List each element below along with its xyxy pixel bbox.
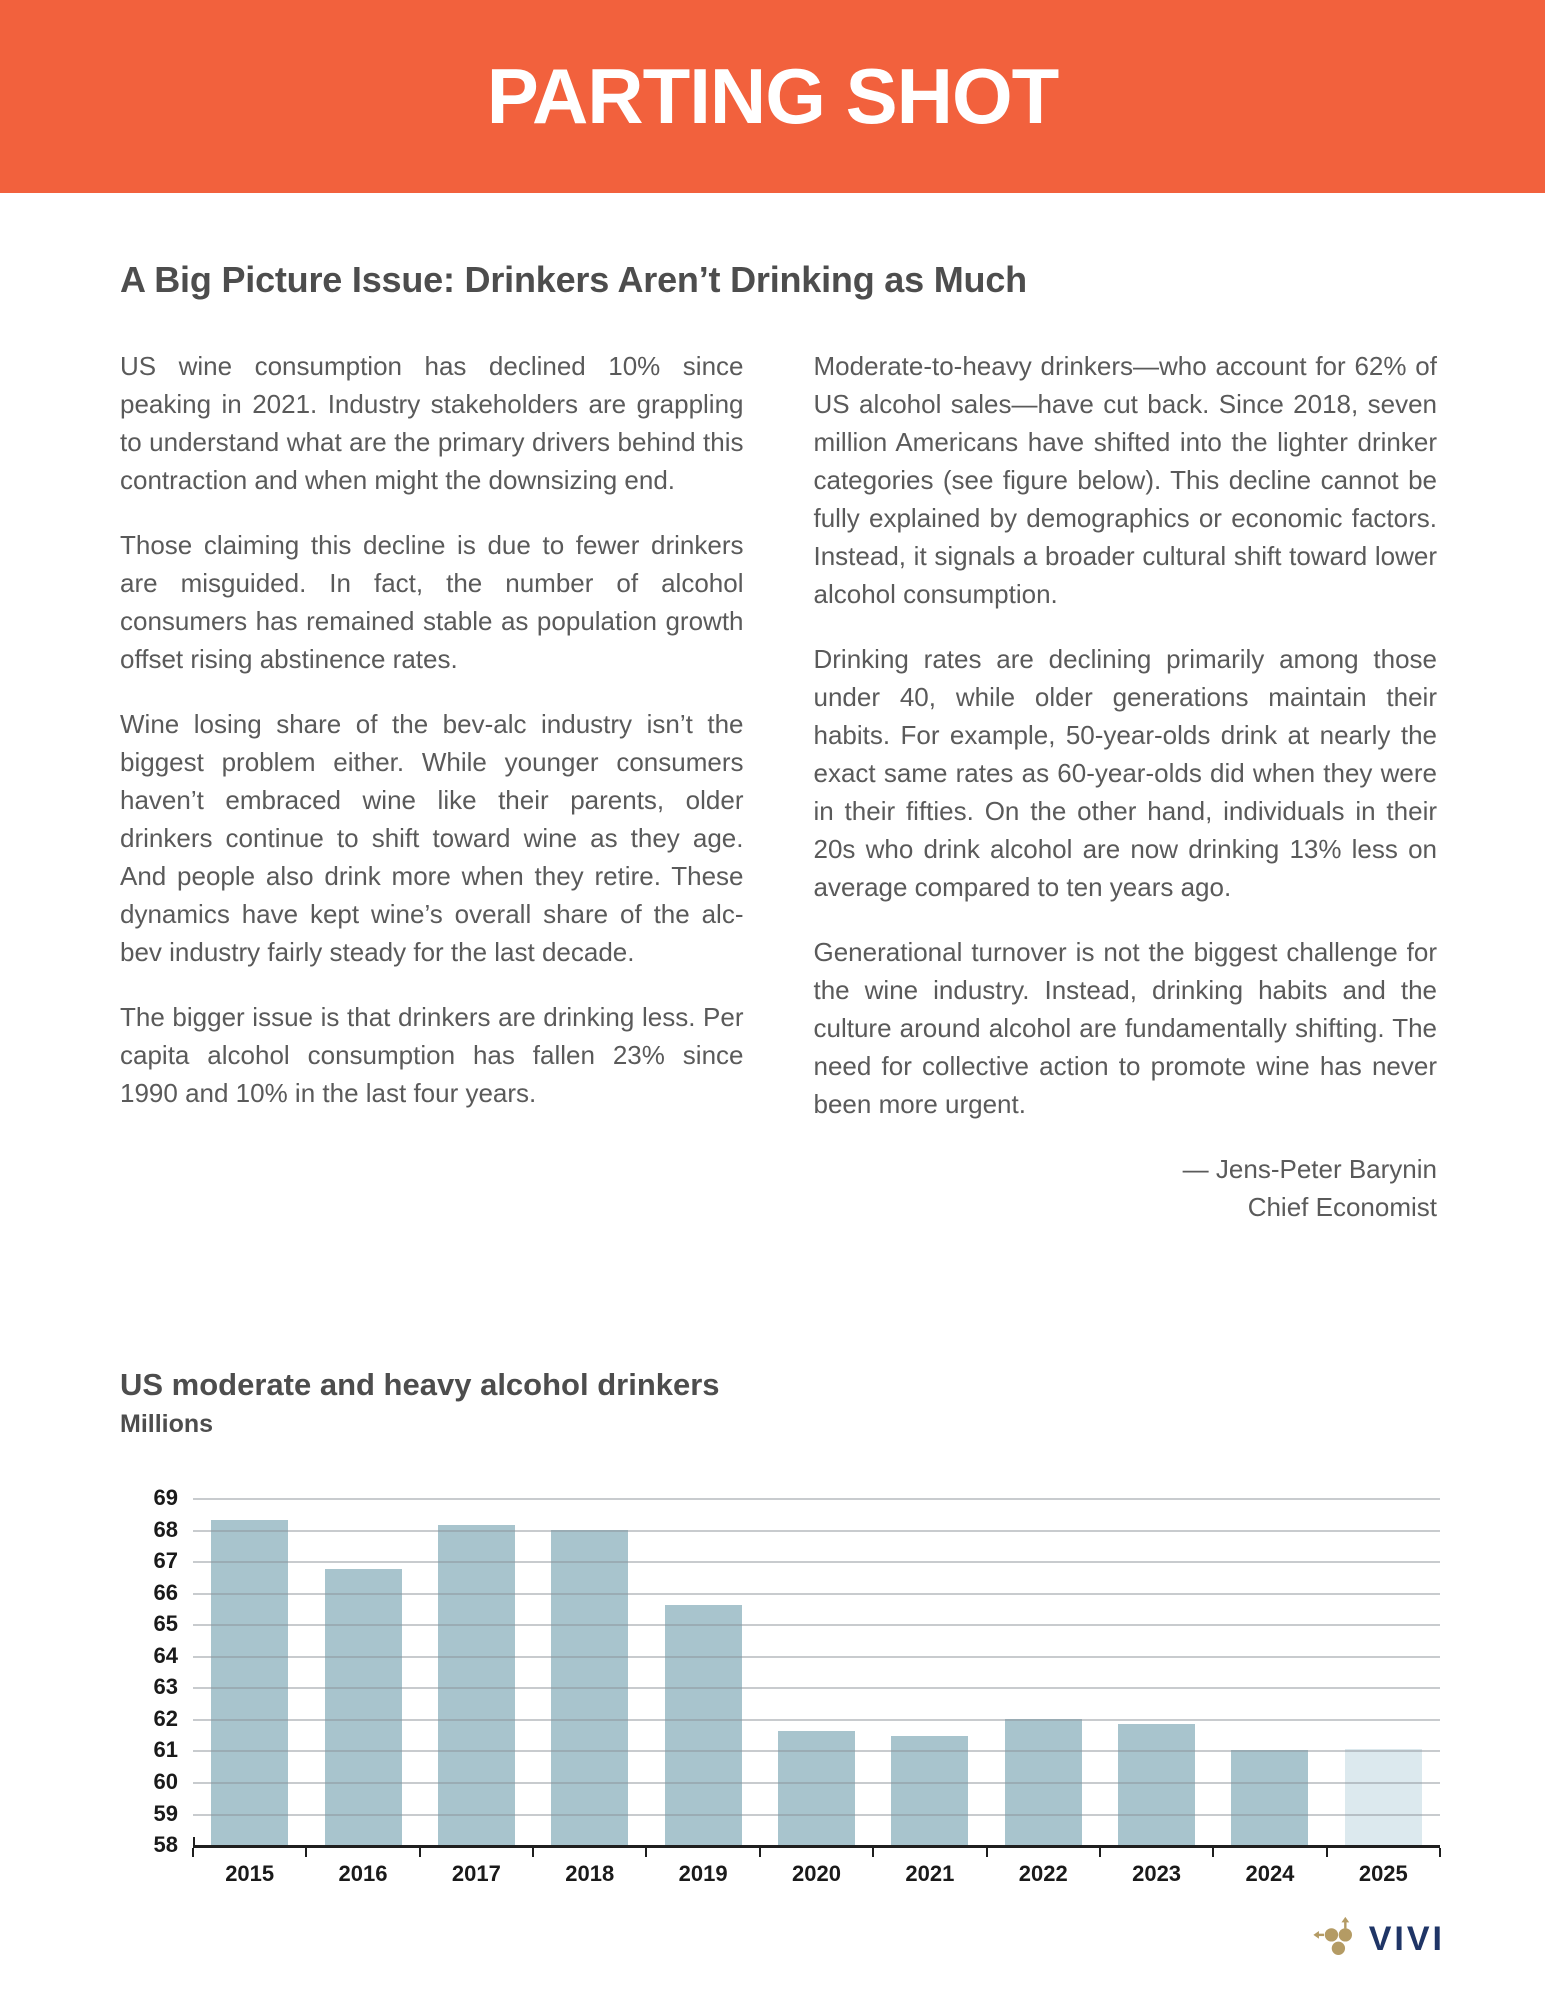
article-heading: A Big Picture Issue: Drinkers Aren’t Drinking as Much xyxy=(120,259,1027,300)
x-axis-tick xyxy=(986,1848,988,1857)
right-column xyxy=(814,347,1438,1226)
x-axis-label-2022: 2022 xyxy=(1018,1861,1068,1886)
y-axis-label-61: 61 xyxy=(153,1737,178,1763)
y-axis-label-63: 63 xyxy=(153,1674,178,1700)
y-axis-label-67: 67 xyxy=(153,1548,178,1574)
paragraph: The bigger issue is that drinkers are drinking less. Per capita alcohol consumption has fallen 23% since 1990 and 10% in the last four years. xyxy=(120,1002,744,1108)
paragraph: US wine consumption has declined 10% since peaking in 2021. Industry stakeholders are grappling to understand what are the primary drivers behind this contraction and when might the downsizing end. xyxy=(120,351,744,495)
bar-2015 xyxy=(211,1520,288,1845)
x-axis-label-2019: 2019 xyxy=(678,1861,728,1886)
x-axis-label-2016: 2016 xyxy=(338,1861,388,1886)
y-axis-label-69: 69 xyxy=(153,1485,178,1510)
x-axis-tick xyxy=(759,1848,761,1857)
gridline-64 xyxy=(193,1656,1440,1658)
x-axis-label-2021: 2021 xyxy=(905,1861,955,1886)
bar-2023 xyxy=(1118,1724,1195,1846)
byline-title: Chief Economist xyxy=(1247,1192,1437,1222)
y-axis-label-66: 66 xyxy=(153,1579,178,1605)
x-axis-tick xyxy=(192,1848,194,1857)
byline-author: — Jens-Peter Barynin xyxy=(1182,1154,1437,1184)
paragraph: Wine losing share of the bev-alc industry isn’t the biggest problem either. While younger consumers haven’t embraced wine like their parents, older drinkers continue to shift toward wine as they age. And people also drink more when they retire. These dynamics have kept wine’s overall share of the alc-bev industry fairly steady for the last decade. xyxy=(120,709,744,967)
gridline-62 xyxy=(193,1719,1440,1721)
bar-2019 xyxy=(665,1605,742,1845)
x-axis-tick xyxy=(1099,1848,1101,1857)
x-axis-label-2025: 2025 xyxy=(1358,1861,1408,1886)
gridline-65 xyxy=(193,1624,1440,1626)
vivi-logo-text: VIVI xyxy=(1368,1920,1445,1958)
gridline-68 xyxy=(193,1530,1440,1532)
paragraph: Generational turnover is not the biggest challenge for the wine industry. Instead, drinking habits and the culture around alcohol are fundamentally shifting. The need for collective action to promote wine has never been more urgent. xyxy=(813,937,1437,1119)
paragraph: Those claiming this decline is due to fewer drinkers are misguided. In fact, the number of alcohol consumers has remained stable as population growth offset rising abstinence rates. xyxy=(120,530,744,674)
x-axis-tick xyxy=(1439,1848,1441,1857)
article-columns xyxy=(120,347,1437,1226)
footer xyxy=(1312,1916,1445,1963)
y-axis-label-65: 65 xyxy=(153,1611,178,1637)
y-axis-label-59: 59 xyxy=(153,1800,178,1826)
x-axis-label-2024: 2024 xyxy=(1245,1861,1295,1886)
chart-x-axis-line xyxy=(193,1845,1440,1848)
header-banner xyxy=(0,0,1545,193)
article-content xyxy=(0,259,1545,1226)
y-axis-label-68: 68 xyxy=(153,1516,178,1542)
bar-2016 xyxy=(325,1569,402,1845)
x-axis-tick xyxy=(419,1848,421,1857)
x-axis-label-2023: 2023 xyxy=(1132,1861,1182,1886)
gridline-69 xyxy=(193,1498,1440,1500)
gridline-67 xyxy=(193,1561,1440,1563)
gridline-66 xyxy=(193,1593,1440,1595)
byline xyxy=(814,1150,1438,1226)
chart-y-axis-labels xyxy=(120,1485,178,1857)
x-axis-label-2018: 2018 xyxy=(565,1861,615,1886)
x-axis-tick xyxy=(1212,1848,1214,1857)
gridline-63 xyxy=(193,1687,1440,1689)
bar-2025 xyxy=(1345,1749,1422,1845)
bar-2020 xyxy=(778,1731,855,1845)
bar-chart xyxy=(120,1485,1440,1898)
y-axis-label-64: 64 xyxy=(153,1642,178,1668)
x-axis-tick xyxy=(305,1848,307,1857)
x-axis-label-2020: 2020 xyxy=(792,1861,841,1886)
gridline-60 xyxy=(193,1782,1440,1784)
chart-section xyxy=(120,1368,1440,1898)
x-axis-label-2015: 2015 xyxy=(225,1861,275,1886)
paragraph: Drinking rates are declining primarily among those under 40, while older generations maintain their habits. For example, 50-year-olds drink at nearly the exact same rates as 60-year-olds did when they were in their fifties. On the other hand, individuals in their 20s who drink alcohol are now drinking 13% less on average compared to ten years ago. xyxy=(813,644,1437,902)
chart-plot xyxy=(193,1498,1440,1886)
x-axis-tick xyxy=(645,1848,647,1857)
left-column xyxy=(120,347,744,1226)
chart-title: US moderate and heavy alcohol drinkers xyxy=(120,1367,720,1402)
gridline-59 xyxy=(193,1814,1440,1816)
gridline-61 xyxy=(193,1750,1440,1752)
bar-2024 xyxy=(1231,1750,1308,1845)
paragraph: Moderate-to-heavy drinkers—who account for 62% of US alcohol sales—have cut back. Since 2018, seven million Americans have shifted into the lighter drinker categories (see figure below). This decline cannot be fully explained by demographics or economic factors. Instead, it signals a broader cultural shift toward lower alcohol consumption. xyxy=(813,351,1437,609)
page-title: PARTING SHOT xyxy=(486,52,1059,140)
x-axis-tick xyxy=(872,1848,874,1857)
y-axis-label-58: 58 xyxy=(153,1832,178,1857)
bar-2021 xyxy=(891,1736,968,1845)
vivi-logo-grapes-icon xyxy=(1312,1916,1362,1963)
bar-2017 xyxy=(438,1525,515,1845)
y-axis-label-62: 62 xyxy=(153,1705,178,1731)
chart-axis-stub xyxy=(193,1837,195,1845)
y-axis-label-60: 60 xyxy=(153,1768,178,1794)
x-axis-label-2017: 2017 xyxy=(451,1861,501,1886)
x-axis-tick xyxy=(1326,1848,1328,1857)
x-axis-tick xyxy=(532,1848,534,1857)
chart-y-axis-units-label: Millions xyxy=(120,1410,214,1438)
